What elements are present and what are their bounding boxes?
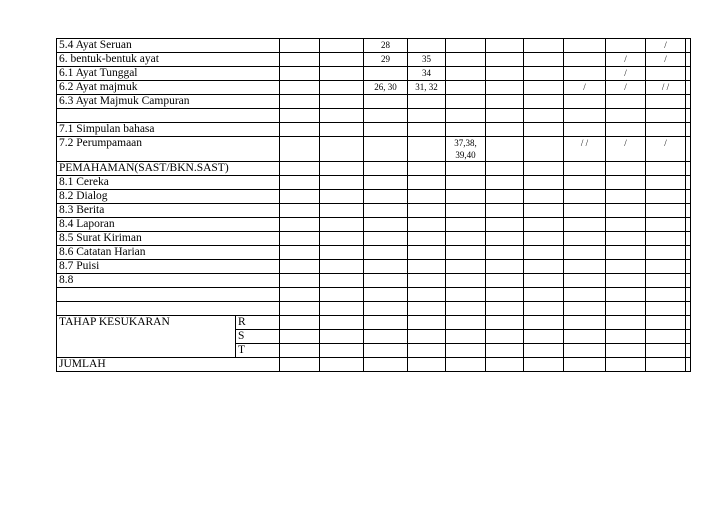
table-cell bbox=[364, 176, 408, 190]
table-cell bbox=[364, 358, 408, 372]
table-cell: / bbox=[606, 81, 646, 95]
table-cell bbox=[320, 109, 364, 123]
table-cell bbox=[686, 176, 691, 190]
table-cell bbox=[686, 204, 691, 218]
table-cell bbox=[646, 67, 686, 81]
row-label: 8.4 Laporan bbox=[57, 218, 280, 232]
table-row bbox=[57, 137, 691, 162]
table-cell bbox=[486, 123, 524, 137]
table-cell bbox=[408, 330, 446, 344]
table-cell bbox=[564, 176, 606, 190]
total-label: JUMLAH bbox=[57, 358, 280, 372]
table-cell bbox=[564, 302, 606, 316]
table-cell bbox=[524, 302, 564, 316]
table-cell bbox=[408, 162, 446, 176]
table-cell bbox=[524, 316, 564, 330]
table-cell bbox=[646, 288, 686, 302]
table-cell bbox=[486, 302, 524, 316]
table-cell: / bbox=[646, 137, 686, 162]
table-cell bbox=[606, 358, 646, 372]
table-cell: 28 bbox=[364, 39, 408, 53]
table-cell bbox=[606, 330, 646, 344]
table-cell bbox=[446, 344, 486, 358]
table-cell bbox=[524, 358, 564, 372]
table-cell: / bbox=[606, 53, 646, 67]
table-cell bbox=[320, 358, 364, 372]
analysis-table bbox=[56, 38, 691, 372]
table-cell bbox=[320, 123, 364, 137]
table-cell bbox=[320, 95, 364, 109]
table-cell bbox=[280, 67, 320, 81]
table-cell bbox=[320, 260, 364, 274]
row-label: 7.1 Simpulan bahasa bbox=[57, 123, 280, 137]
table-cell bbox=[320, 67, 364, 81]
table-cell bbox=[686, 344, 691, 358]
table-cell bbox=[280, 109, 320, 123]
table-cell bbox=[606, 123, 646, 137]
table-cell bbox=[686, 260, 691, 274]
table-cell bbox=[606, 162, 646, 176]
table-cell bbox=[686, 274, 691, 288]
table-cell bbox=[446, 204, 486, 218]
table-cell bbox=[686, 358, 691, 372]
table-cell bbox=[320, 190, 364, 204]
table-cell bbox=[280, 344, 320, 358]
table-cell bbox=[320, 316, 364, 330]
table-cell bbox=[364, 218, 408, 232]
table-cell bbox=[446, 302, 486, 316]
table-cell bbox=[486, 204, 524, 218]
table-cell bbox=[446, 39, 486, 53]
table-cell bbox=[686, 190, 691, 204]
table-cell bbox=[646, 260, 686, 274]
table-cell bbox=[320, 162, 364, 176]
table-cell bbox=[280, 176, 320, 190]
table-cell bbox=[564, 260, 606, 274]
row-label bbox=[57, 302, 280, 316]
table-cell bbox=[646, 123, 686, 137]
table-cell: / / bbox=[564, 137, 606, 162]
table-cell bbox=[364, 316, 408, 330]
table-cell bbox=[280, 190, 320, 204]
row-label: 8.1 Cereka bbox=[57, 176, 280, 190]
row-label: 8.2 Dialog bbox=[57, 190, 280, 204]
table-cell bbox=[320, 39, 364, 53]
table-cell bbox=[486, 288, 524, 302]
table-cell bbox=[646, 344, 686, 358]
table-cell bbox=[320, 53, 364, 67]
table-cell bbox=[280, 358, 320, 372]
table-cell bbox=[646, 109, 686, 123]
table-row bbox=[57, 218, 691, 232]
table-cell bbox=[364, 302, 408, 316]
table-cell bbox=[606, 274, 646, 288]
table-cell bbox=[320, 288, 364, 302]
table-cell bbox=[646, 190, 686, 204]
total-row bbox=[57, 358, 691, 372]
table-cell bbox=[320, 232, 364, 246]
table-cell bbox=[364, 162, 408, 176]
table-cell bbox=[524, 95, 564, 109]
table-cell bbox=[408, 95, 446, 109]
table-cell bbox=[686, 302, 691, 316]
row-label: 5.4 Ayat Seruan bbox=[57, 39, 280, 53]
table-cell bbox=[280, 246, 320, 260]
table-cell bbox=[320, 302, 364, 316]
table-cell bbox=[564, 123, 606, 137]
table-cell bbox=[446, 67, 486, 81]
table-cell bbox=[606, 232, 646, 246]
table-cell bbox=[408, 274, 446, 288]
table-cell bbox=[524, 246, 564, 260]
table-cell: 35 bbox=[408, 53, 446, 67]
table-cell bbox=[524, 123, 564, 137]
table-cell bbox=[646, 330, 686, 344]
table-cell: / bbox=[606, 67, 646, 81]
table-cell bbox=[606, 204, 646, 218]
table-cell bbox=[524, 232, 564, 246]
table-cell bbox=[280, 218, 320, 232]
table-cell bbox=[320, 330, 364, 344]
table-cell bbox=[280, 302, 320, 316]
table-cell bbox=[564, 53, 606, 67]
table-row bbox=[57, 176, 691, 190]
table-cell bbox=[364, 232, 408, 246]
table-cell bbox=[524, 53, 564, 67]
table-cell bbox=[408, 109, 446, 123]
difficulty-row bbox=[57, 316, 691, 330]
table-cell: / bbox=[606, 137, 646, 162]
difficulty-level: S bbox=[236, 330, 280, 344]
table-cell bbox=[280, 288, 320, 302]
table-cell bbox=[446, 246, 486, 260]
table-cell bbox=[606, 344, 646, 358]
table-cell bbox=[364, 204, 408, 218]
row-label bbox=[57, 288, 280, 302]
table-cell bbox=[446, 123, 486, 137]
table-cell bbox=[364, 95, 408, 109]
table-cell bbox=[364, 109, 408, 123]
table-cell bbox=[446, 218, 486, 232]
table-cell bbox=[606, 218, 646, 232]
table-cell bbox=[564, 246, 606, 260]
table-cell bbox=[486, 162, 524, 176]
table-cell bbox=[446, 288, 486, 302]
table-cell bbox=[486, 274, 524, 288]
table-cell: / bbox=[646, 39, 686, 53]
table-cell bbox=[364, 260, 408, 274]
table-cell: 34 bbox=[408, 67, 446, 81]
table-cell bbox=[686, 53, 691, 67]
table-row bbox=[57, 162, 691, 176]
table-cell bbox=[564, 218, 606, 232]
table-cell bbox=[364, 344, 408, 358]
table-cell bbox=[686, 330, 691, 344]
table-cell bbox=[606, 95, 646, 109]
table-cell bbox=[446, 109, 486, 123]
table-cell bbox=[564, 162, 606, 176]
table-cell bbox=[446, 53, 486, 67]
table-row bbox=[57, 274, 691, 288]
row-label: 8.8 bbox=[57, 274, 280, 288]
table-cell: / bbox=[646, 53, 686, 67]
table-cell bbox=[320, 218, 364, 232]
difficulty-label: TAHAP KESUKARAN bbox=[57, 316, 236, 358]
table-cell bbox=[486, 260, 524, 274]
table-cell bbox=[564, 39, 606, 53]
table-cell bbox=[646, 218, 686, 232]
table-row bbox=[57, 123, 691, 137]
table-cell bbox=[408, 123, 446, 137]
table-cell bbox=[686, 316, 691, 330]
table-cell bbox=[446, 316, 486, 330]
table-row bbox=[57, 95, 691, 109]
table-cell bbox=[280, 274, 320, 288]
table-cell: 37,38, 39,40 bbox=[446, 137, 486, 162]
table-cell bbox=[524, 344, 564, 358]
table-cell bbox=[686, 109, 691, 123]
table-row bbox=[57, 39, 691, 53]
table-cell bbox=[446, 330, 486, 344]
table-cell bbox=[364, 330, 408, 344]
table-cell bbox=[686, 218, 691, 232]
table-cell bbox=[606, 246, 646, 260]
table-cell bbox=[524, 162, 564, 176]
table-row bbox=[57, 246, 691, 260]
table-row bbox=[57, 190, 691, 204]
table-cell bbox=[686, 39, 691, 53]
table-cell bbox=[606, 39, 646, 53]
table-cell bbox=[408, 218, 446, 232]
table-cell bbox=[686, 162, 691, 176]
row-label: 8.3 Berita bbox=[57, 204, 280, 218]
table-cell bbox=[364, 67, 408, 81]
table-cell bbox=[524, 288, 564, 302]
table-cell bbox=[486, 67, 524, 81]
table-cell bbox=[564, 288, 606, 302]
table-cell bbox=[486, 358, 524, 372]
row-label: PEMAHAMAN(SAST/BKN.SAST) bbox=[57, 162, 280, 176]
table-cell: 29 bbox=[364, 53, 408, 67]
table-cell bbox=[646, 176, 686, 190]
table-cell bbox=[408, 302, 446, 316]
row-label: 6.1 Ayat Tunggal bbox=[57, 67, 280, 81]
table-cell bbox=[686, 246, 691, 260]
table-cell bbox=[408, 288, 446, 302]
table-cell bbox=[486, 218, 524, 232]
table-cell bbox=[564, 204, 606, 218]
table-cell bbox=[564, 274, 606, 288]
table-cell bbox=[646, 162, 686, 176]
table-cell bbox=[280, 81, 320, 95]
table-cell bbox=[606, 316, 646, 330]
table-cell bbox=[408, 204, 446, 218]
table-cell bbox=[364, 246, 408, 260]
table-cell bbox=[524, 109, 564, 123]
table-row bbox=[57, 204, 691, 218]
table-cell bbox=[686, 123, 691, 137]
table-cell bbox=[408, 358, 446, 372]
table-cell bbox=[606, 109, 646, 123]
table-cell bbox=[446, 81, 486, 95]
table-cell bbox=[686, 95, 691, 109]
table-cell bbox=[646, 95, 686, 109]
table-cell bbox=[486, 53, 524, 67]
table-cell bbox=[686, 67, 691, 81]
table-cell bbox=[606, 302, 646, 316]
table-cell bbox=[646, 274, 686, 288]
table-row bbox=[57, 53, 691, 67]
table-cell bbox=[408, 176, 446, 190]
table-row bbox=[57, 81, 691, 95]
table-cell bbox=[320, 274, 364, 288]
table-cell bbox=[564, 344, 606, 358]
table-cell bbox=[524, 274, 564, 288]
row-label: 8.5 Surat Kiriman bbox=[57, 232, 280, 246]
table-cell bbox=[564, 67, 606, 81]
table-cell bbox=[364, 190, 408, 204]
table-cell bbox=[606, 260, 646, 274]
table-cell bbox=[524, 137, 564, 162]
table-cell bbox=[320, 81, 364, 95]
table-row bbox=[57, 288, 691, 302]
table-cell bbox=[606, 190, 646, 204]
table-cell bbox=[486, 137, 524, 162]
row-label: 7.2 Perumpamaan bbox=[57, 137, 280, 162]
table-cell bbox=[280, 95, 320, 109]
table-cell bbox=[280, 123, 320, 137]
row-label: 6.3 Ayat Majmuk Campuran bbox=[57, 95, 280, 109]
table-cell bbox=[486, 316, 524, 330]
table-cell bbox=[486, 246, 524, 260]
table-cell bbox=[486, 176, 524, 190]
table-cell bbox=[686, 81, 691, 95]
table-cell bbox=[486, 344, 524, 358]
table-cell bbox=[280, 316, 320, 330]
difficulty-level: R bbox=[236, 316, 280, 330]
table-row bbox=[57, 260, 691, 274]
table-cell bbox=[408, 260, 446, 274]
table-cell bbox=[524, 176, 564, 190]
row-label: 8.7 Puisi bbox=[57, 260, 280, 274]
table-row bbox=[57, 232, 691, 246]
table-cell bbox=[446, 176, 486, 190]
table-cell bbox=[564, 95, 606, 109]
table-cell bbox=[320, 246, 364, 260]
table-cell bbox=[446, 260, 486, 274]
table-cell bbox=[364, 123, 408, 137]
table-cell bbox=[320, 204, 364, 218]
table-cell bbox=[280, 162, 320, 176]
row-label: 8.6 Catatan Harian bbox=[57, 246, 280, 260]
table-cell bbox=[564, 190, 606, 204]
table-cell: 31, 32 bbox=[408, 81, 446, 95]
table-cell bbox=[686, 137, 691, 162]
table-cell bbox=[408, 39, 446, 53]
table-cell bbox=[408, 246, 446, 260]
table-cell bbox=[280, 232, 320, 246]
table-cell bbox=[486, 190, 524, 204]
table-cell bbox=[446, 274, 486, 288]
table-row bbox=[57, 109, 691, 123]
table-cell bbox=[280, 39, 320, 53]
table-cell bbox=[408, 190, 446, 204]
table-cell bbox=[564, 316, 606, 330]
table-cell bbox=[524, 330, 564, 344]
table-cell bbox=[408, 232, 446, 246]
table-cell bbox=[446, 162, 486, 176]
table-cell bbox=[646, 358, 686, 372]
table-cell bbox=[564, 232, 606, 246]
table-cell bbox=[446, 95, 486, 109]
table-cell bbox=[646, 246, 686, 260]
table-cell bbox=[280, 260, 320, 274]
table-cell bbox=[524, 39, 564, 53]
table-cell bbox=[486, 81, 524, 95]
table-cell bbox=[606, 176, 646, 190]
table-cell bbox=[486, 232, 524, 246]
table-cell bbox=[564, 330, 606, 344]
table-cell bbox=[280, 53, 320, 67]
row-label: 6. bentuk-bentuk ayat bbox=[57, 53, 280, 67]
table-cell bbox=[524, 81, 564, 95]
table-cell bbox=[320, 137, 364, 162]
table-cell bbox=[364, 288, 408, 302]
table-cell bbox=[280, 330, 320, 344]
table-cell bbox=[280, 204, 320, 218]
table-cell: / / bbox=[646, 81, 686, 95]
difficulty-level: T bbox=[236, 344, 280, 358]
table-cell bbox=[486, 39, 524, 53]
row-label: 6.2 Ayat majmuk bbox=[57, 81, 280, 95]
table-cell bbox=[646, 204, 686, 218]
table-cell bbox=[524, 204, 564, 218]
table-cell bbox=[646, 302, 686, 316]
table-cell: 26, 30 bbox=[364, 81, 408, 95]
table-cell bbox=[686, 232, 691, 246]
table-cell bbox=[486, 109, 524, 123]
table-cell bbox=[686, 288, 691, 302]
table-cell bbox=[646, 316, 686, 330]
table-cell bbox=[320, 344, 364, 358]
table-cell bbox=[446, 190, 486, 204]
table-cell bbox=[446, 358, 486, 372]
table-cell bbox=[408, 316, 446, 330]
table-cell bbox=[524, 218, 564, 232]
table-row bbox=[57, 67, 691, 81]
table-cell bbox=[408, 137, 446, 162]
table-cell bbox=[364, 274, 408, 288]
row-label bbox=[57, 109, 280, 123]
table-cell bbox=[364, 137, 408, 162]
table-cell bbox=[280, 137, 320, 162]
table-cell bbox=[486, 330, 524, 344]
table-cell bbox=[646, 232, 686, 246]
table-row bbox=[57, 302, 691, 316]
table-cell bbox=[320, 176, 364, 190]
table-cell bbox=[524, 67, 564, 81]
table-cell bbox=[486, 95, 524, 109]
table-cell bbox=[564, 109, 606, 123]
table-cell bbox=[408, 344, 446, 358]
table-cell bbox=[524, 190, 564, 204]
table-cell bbox=[606, 288, 646, 302]
table-cell bbox=[564, 358, 606, 372]
table-cell bbox=[446, 232, 486, 246]
table-cell: / bbox=[564, 81, 606, 95]
table-cell bbox=[524, 260, 564, 274]
